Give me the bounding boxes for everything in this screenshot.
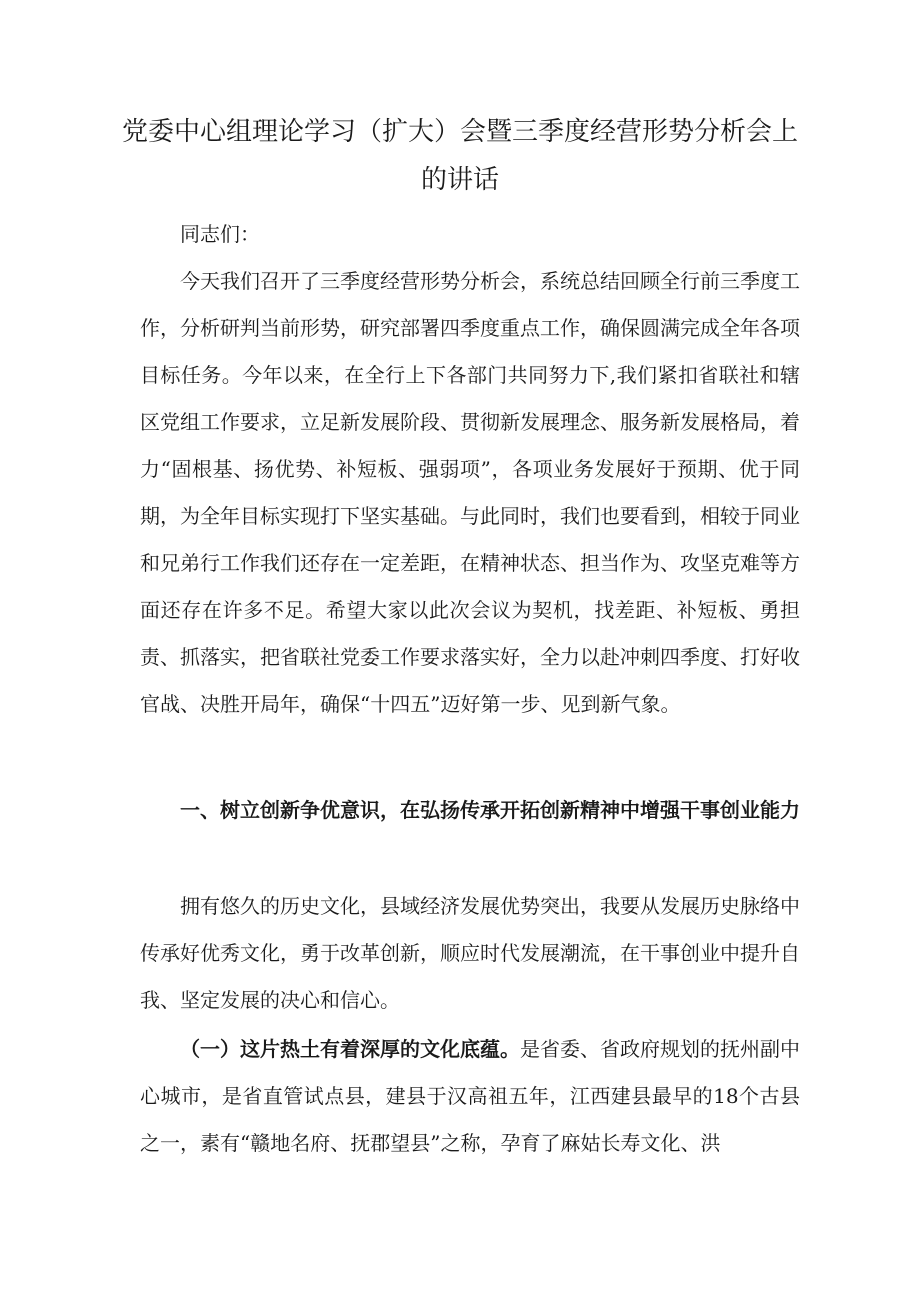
section-heading-1: 一、树立创新争优意识，在弘扬传承开拓创新精神中增强干事创业能力 [180,798,800,822]
document-title: 党委中心组理论学习（扩大）会暨三季度经营形势分析会上的讲话 [121,117,798,195]
subsection-1-lead: （一）这片热土有着深厚的文化底蕴。 [180,1037,520,1061]
subsection-1-body: 是省委、省政府规划的抚州副中心城市，是省直管试点县，建县于汉高祖五年，江西建县最早的18个古县之一，素有“赣地名府、抚郡望县”之称，孕育了麻姑长寿文化、洪 [140,1037,800,1155]
opening-paragraph: 今天我们召开了三季度经营形势分析会，系统总结回顾全行前三季度工作，分析研判当前形势，研究部署四季度重点工作，确保圆满完成全年各项目标任务。今年以来，在全行上下各部门共同努力下,我们紧扣省联社和辖区党组工作要求，立足新发展阶段、贯彻新发展理念、服务新发展格局，着力“固根基、扬优势、补短板、强弱项”，各项业务发展好于预期、优于同期，为全年目标实现打下坚实基础。与此同时，我们也要看到，相较于同业和兄弟行工作我们还存在一定差距，在精神状态、担当作为、攻坚克难等方面还存在许多不足。希望大家以此次会议为契机，找差距、补短板、勇担责、抓落实，把省联社党委工作要求落实好，全力以赴冲刺四季度、打好收官战、决胜开局年，确保“十四五”迈好第一步、见到新气象。 [140,269,800,716]
section-1-paragraph: 拥有悠久的历史文化，县域经济发展优势突出，我要从发展历史脉络中传承好优秀文化，勇于改革创新，顺应时代发展潮流，在干事创业中提升自我、坚定发展的决心和信心。 [140,894,800,1012]
subsection-1-paragraph [140,1026,800,1167]
greeting-line: 同志们： [180,222,260,246]
